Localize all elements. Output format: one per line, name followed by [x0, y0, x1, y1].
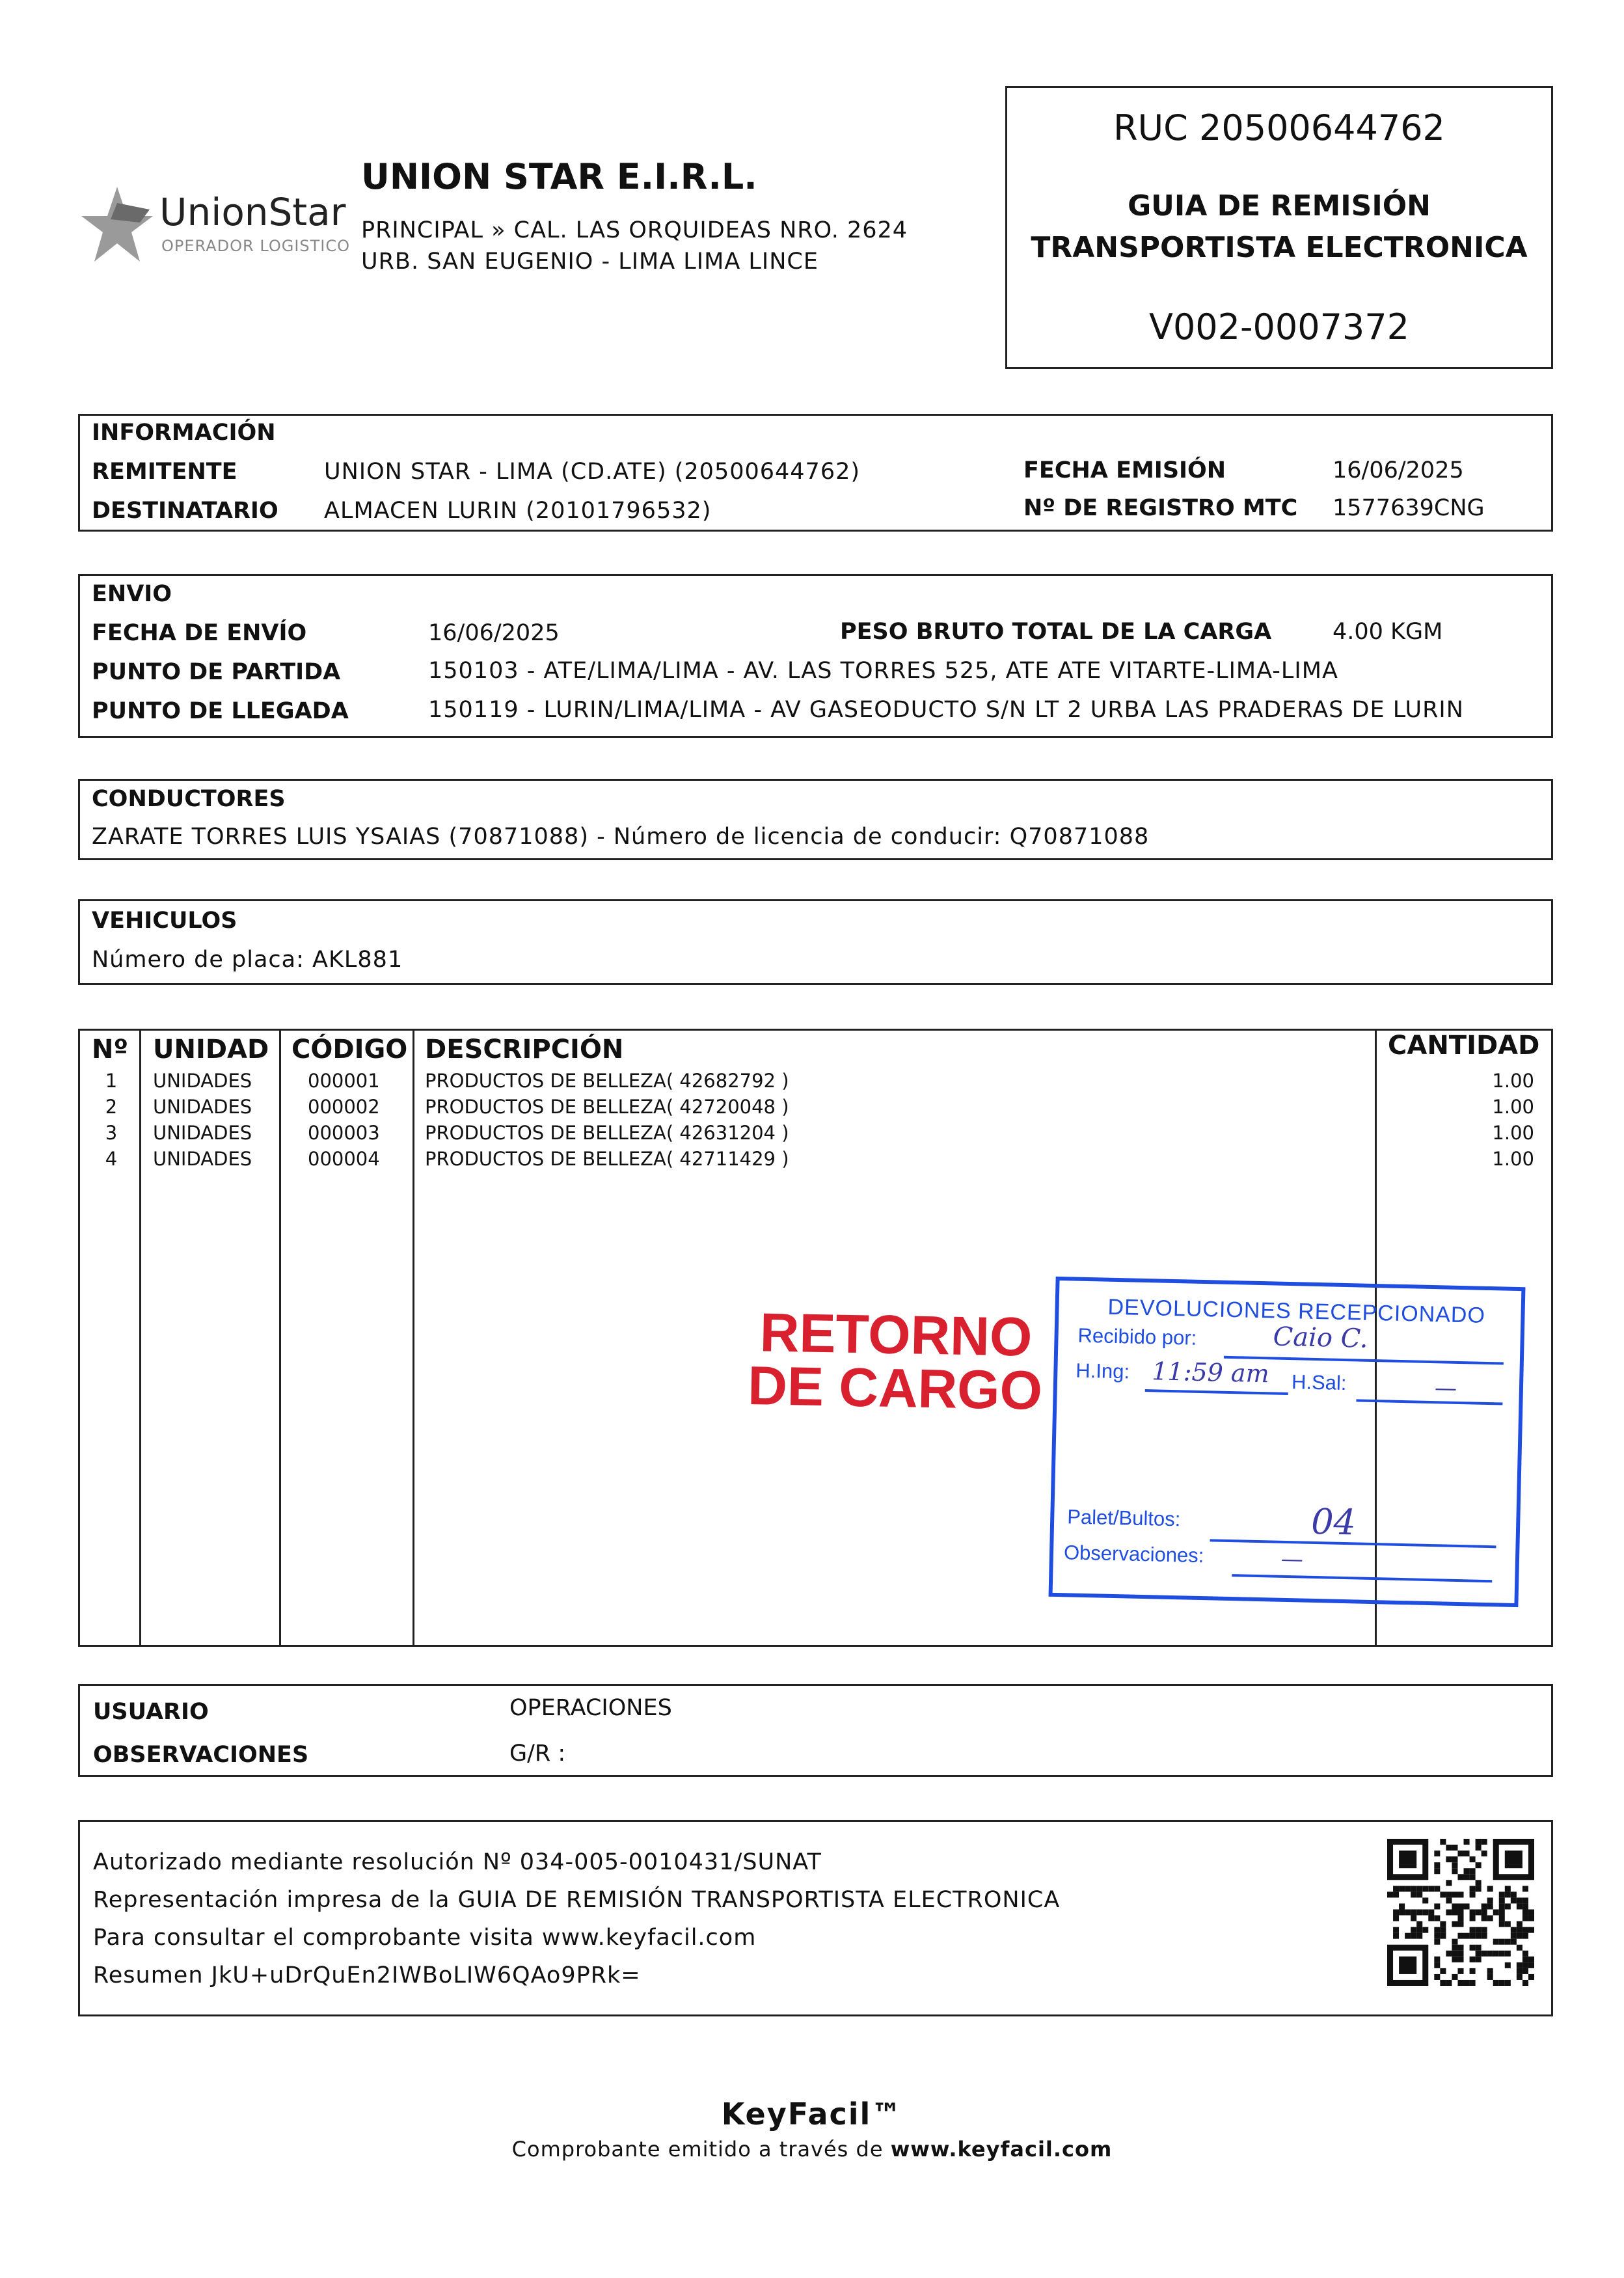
- recibido-value: Caio C.: [1273, 1322, 1369, 1354]
- usuario-label: USUARIO: [93, 1699, 209, 1725]
- peso-value: 4.00 KGM: [1333, 619, 1443, 645]
- document-id-box: [1005, 86, 1553, 369]
- hsal-label: H.Sal:: [1291, 1370, 1347, 1395]
- legal-footer: [78, 1820, 1553, 2016]
- retorno-line-2: DE CARGO: [747, 1355, 1043, 1421]
- hing-value: 11:59 am: [1151, 1357, 1270, 1389]
- fecha-emision-label: FECHA EMISIÓN: [1023, 457, 1226, 483]
- keyfacil-brand: KeyFacil™: [721, 2096, 903, 2132]
- mtc-label: Nº DE REGISTRO MTC: [1023, 495, 1298, 521]
- row-unidad: UNIDADES: [153, 1148, 252, 1170]
- logo-text: UnionStar: [159, 190, 346, 234]
- footer-line-2: Representación impresa de la GUIA DE REMISIÓN TRANSPORTISTA ELECTRONICA: [93, 1887, 1061, 1913]
- row-cantidad: 1.00: [1492, 1148, 1534, 1170]
- placa-text: Número de placa: AKL881: [92, 947, 403, 973]
- company-logo: [78, 183, 351, 268]
- doc-title-1: GUIA DE REMISIÓN: [1128, 189, 1431, 223]
- fecha-envio-value: 16/06/2025: [428, 620, 560, 646]
- conductores-heading: CONDUCTORES: [92, 786, 286, 812]
- row-codigo: 000003: [308, 1122, 380, 1144]
- col-header-codigo: CÓDIGO: [291, 1035, 408, 1064]
- row-codigo: 000004: [308, 1148, 380, 1170]
- row-descripcion: PRODUCTOS DE BELLEZA( 42711429 ): [425, 1148, 789, 1170]
- star-logo-icon: [78, 183, 156, 268]
- usuario-section: [78, 1684, 1553, 1777]
- row-unidad: UNIDADES: [153, 1122, 252, 1144]
- keyfacil-sub-text: Comprobante emitido a través de: [511, 2137, 884, 2162]
- col-header-unidad: UNIDAD: [153, 1035, 269, 1064]
- row-unidad: UNIDADES: [153, 1096, 252, 1118]
- row-descripcion: PRODUCTOS DE BELLEZA( 42720048 ): [425, 1096, 789, 1118]
- row-codigo: 000001: [308, 1070, 380, 1092]
- fecha-emision-value: 16/06/2025: [1333, 457, 1464, 483]
- conductor-text: ZARATE TORRES LUIS YSAIAS (70871088) - Número de licencia de conducir: Q70871088: [92, 824, 1150, 850]
- row-cantidad: 1.00: [1492, 1122, 1534, 1144]
- palet-value: 04: [1310, 1500, 1357, 1543]
- vehiculos-heading: VEHICULOS: [92, 908, 237, 934]
- peso-label: PESO BRUTO TOTAL DE LA CARGA: [840, 619, 1272, 645]
- row-unidad: UNIDADES: [153, 1070, 252, 1092]
- doc-number: V002-0007372: [1149, 306, 1409, 347]
- company-address-2: URB. SAN EUGENIO - LIMA LIMA LINCE: [361, 249, 819, 275]
- qr-code-icon: [1387, 1839, 1534, 1986]
- remitente-value: UNION STAR - LIMA (CD.ATE) (20500644762): [324, 459, 861, 485]
- row-number: 3: [105, 1122, 118, 1144]
- col-header-n: Nº: [92, 1035, 129, 1064]
- partida-label: PUNTO DE PARTIDA: [92, 659, 341, 685]
- col-header-cantidad: CANTIDAD: [1388, 1031, 1540, 1061]
- destinatario-value: ALMACEN LURIN (20101796532): [324, 498, 712, 524]
- observaciones-value: —: [1280, 1545, 1304, 1573]
- ruc: RUC 20500644762: [1113, 107, 1445, 148]
- info-section: [78, 414, 1553, 532]
- company-name: UNION STAR E.I.R.L.: [361, 156, 757, 197]
- row-number: 4: [105, 1148, 118, 1170]
- observaciones-value-user: G/R :: [509, 1741, 566, 1767]
- fecha-envio-label: FECHA DE ENVÍO: [92, 620, 307, 646]
- row-cantidad: 1.00: [1492, 1070, 1534, 1092]
- mtc-value: 1577639CNG: [1333, 495, 1485, 521]
- palet-label: Palet/Bultos:: [1066, 1505, 1181, 1531]
- footer-line-1: Autorizado mediante resolución Nº 034-005-0010431/SUNAT: [93, 1849, 822, 1875]
- retorno-stamp: [747, 1301, 1044, 1421]
- doc-title-2: TRANSPORTISTA ELECTRONICA: [1031, 231, 1528, 264]
- info-heading: INFORMACIÓN: [92, 420, 276, 446]
- destinatario-label: DESTINATARIO: [92, 498, 278, 524]
- recibido-label: Recibido por:: [1077, 1323, 1197, 1349]
- llegada-label: PUNTO DE LLEGADA: [92, 698, 349, 724]
- row-cantidad: 1.00: [1492, 1096, 1534, 1118]
- keyfacil-link[interactable]: www.keyfacil.com: [890, 2137, 1113, 2162]
- stamp-title: DEVOLUCIONES RECEPCIONADO: [1107, 1294, 1486, 1328]
- envio-heading: ENVIO: [92, 581, 172, 607]
- footer-line-4: Resumen JkU+uDrQuEn2IWBoLIW6QAo9PRk=: [93, 1962, 641, 1988]
- logo-subtext: OPERADOR LOGISTICO: [161, 237, 351, 255]
- observaciones-label-user: OBSERVACIONES: [93, 1742, 309, 1768]
- retorno-line-1: RETORNO: [759, 1301, 1033, 1368]
- row-descripcion: PRODUCTOS DE BELLEZA( 42682792 ): [425, 1070, 789, 1092]
- col-header-descripcion: DESCRIPCIÓN: [425, 1035, 624, 1064]
- conductores-section: [78, 779, 1553, 860]
- devoluciones-stamp: [1049, 1277, 1526, 1607]
- hing-label: H.Ing:: [1076, 1359, 1130, 1383]
- row-number: 2: [105, 1096, 118, 1118]
- envio-section: [78, 574, 1553, 738]
- remitente-label: REMITENTE: [92, 459, 237, 485]
- observaciones-label: Observaciones:: [1063, 1541, 1204, 1567]
- row-descripcion: PRODUCTOS DE BELLEZA( 42631204 ): [425, 1122, 789, 1144]
- row-number: 1: [105, 1070, 118, 1092]
- llegada-value: 150119 - LURIN/LIMA/LIMA - AV GASEODUCTO S/N LT 2 URBA LAS PRADERAS DE LURIN: [428, 697, 1464, 723]
- row-codigo: 000002: [308, 1096, 380, 1118]
- keyfacil-sub: [0, 2137, 1624, 2162]
- company-address-1: PRINCIPAL » CAL. LAS ORQUIDEAS NRO. 2624: [361, 217, 908, 243]
- usuario-value: OPERACIONES: [509, 1695, 672, 1721]
- footer-line-3: Para consultar el comprobante visita www.keyfacil.com: [93, 1925, 757, 1951]
- hsal-value: —: [1434, 1375, 1457, 1402]
- partida-value: 150103 - ATE/LIMA/LIMA - AV. LAS TORRES 525, ATE ATE VITARTE-LIMA-LIMA: [428, 658, 1338, 684]
- vehiculos-section: [78, 899, 1553, 985]
